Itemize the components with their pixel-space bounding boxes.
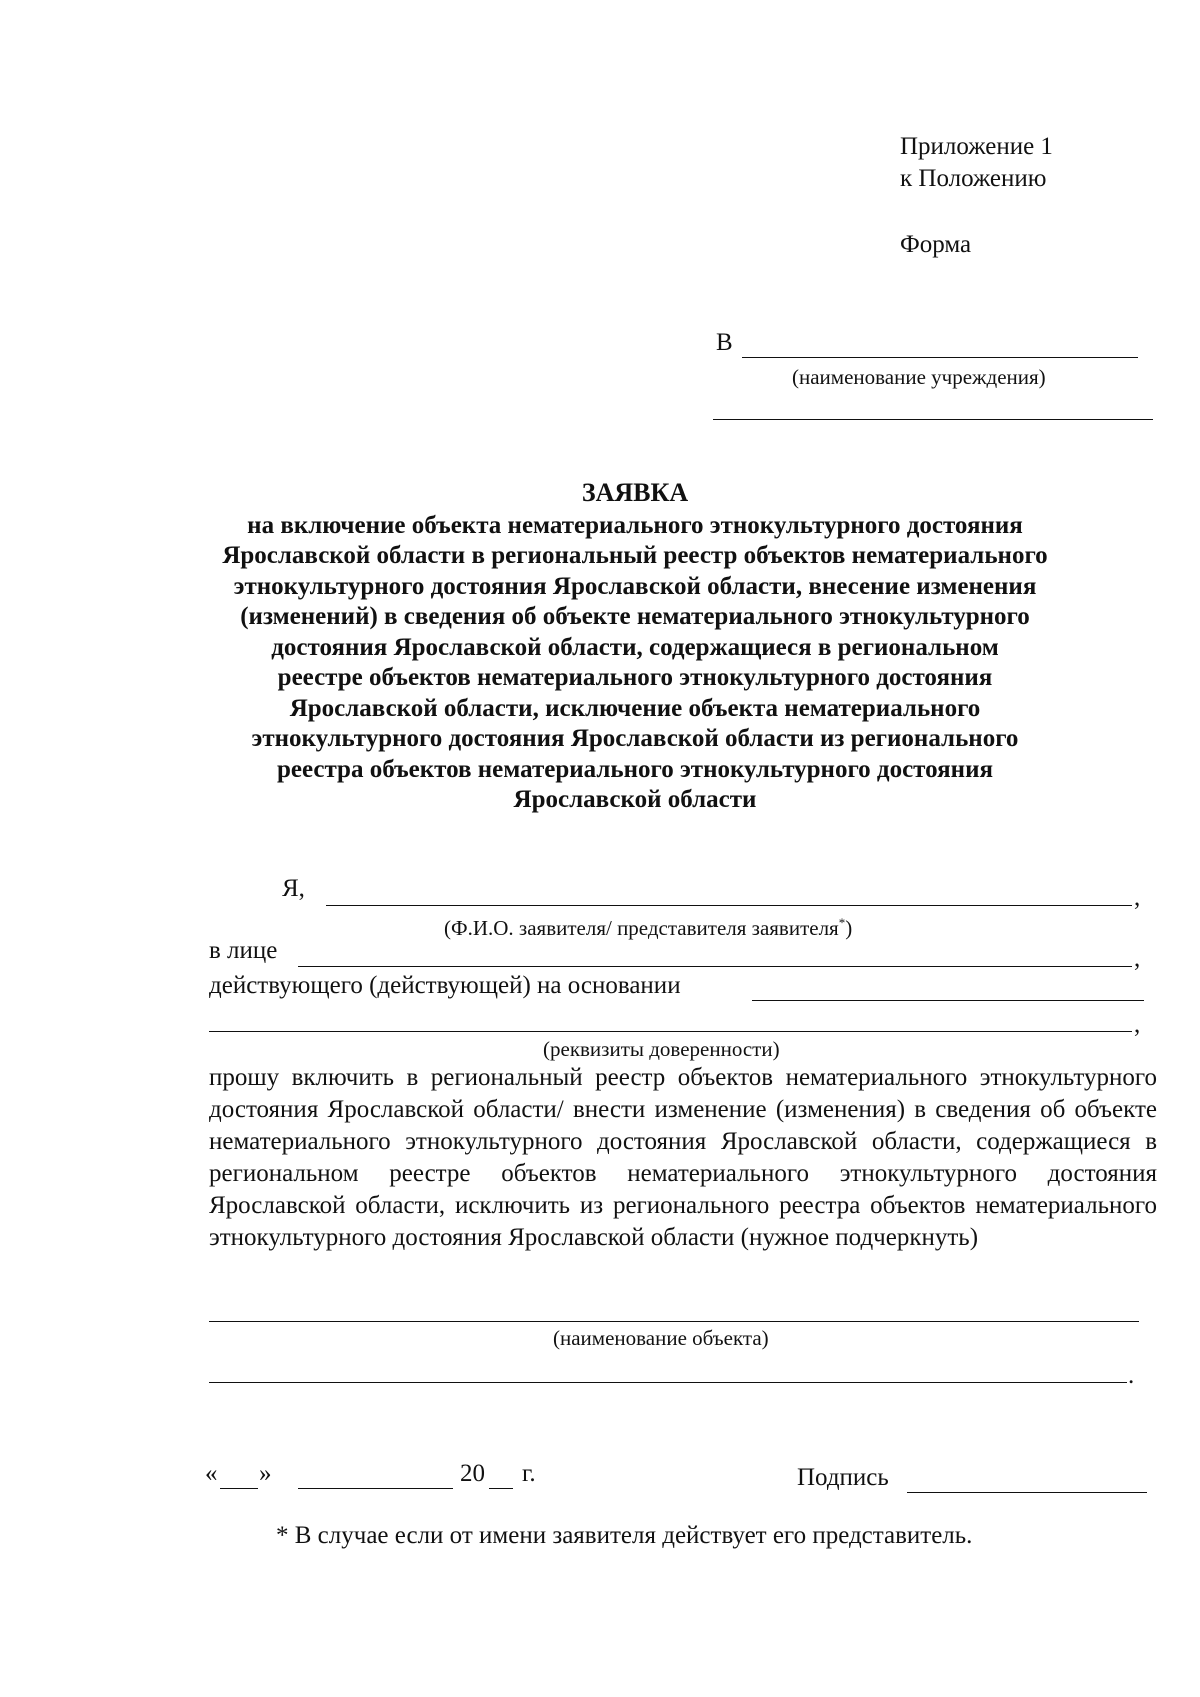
fio-caption-text: (Ф.И.О. заявителя/ представителя заявителя	[444, 916, 839, 940]
title-line: Ярославской области	[513, 786, 757, 813]
title-line: (изменений) в сведения об объекте нематериального этнокультурного	[240, 603, 1030, 630]
fio-caption-mark: *	[838, 915, 846, 930]
date-quote-open: «	[205, 1460, 218, 1487]
applicant-fio-field[interactable]	[326, 905, 1132, 906]
title-line: этнокультурного достояния Ярославской области из регионального	[251, 725, 1019, 752]
signature-field[interactable]	[907, 1492, 1147, 1493]
title-line: реестре объектов нематериального этнокультурного достояния	[277, 664, 993, 691]
document-title	[200, 478, 1070, 816]
recipient-caption: (наименование учреждения)	[792, 365, 1046, 389]
in-person-label: в лице	[209, 937, 278, 964]
fio-caption-end: )	[845, 916, 853, 940]
regulation-label: к Положению	[900, 165, 1047, 192]
acting-basis-field[interactable]	[752, 1000, 1144, 1001]
power-comma: ,	[1134, 1011, 1141, 1038]
date-year-suffix: г.	[522, 1460, 536, 1487]
fio-caption	[444, 910, 852, 941]
title-line: на включение объекта нематериального этнокультурного достояния	[247, 511, 1023, 539]
title-line: Ярославской области в региональный реестр объектов нематериального	[222, 542, 1048, 569]
title-line: Ярославской области, исключение объекта нематериального	[289, 694, 981, 722]
applicant-i-label: Я,	[282, 875, 305, 902]
footnote: * В случае если от имени заявителя действует его представитель.	[276, 1522, 973, 1549]
recipient-extra-field[interactable]	[713, 419, 1153, 420]
date-year-prefix: 20	[460, 1460, 485, 1487]
acting-label: действующего (действующей) на основании	[209, 972, 681, 999]
title-line: реестра объектов нематериального этнокультурного достояния	[276, 755, 994, 783]
title-line: этнокультурного достояния Ярославской области, внесение изменения	[233, 572, 1037, 600]
object-caption: (наименование объекта)	[553, 1326, 769, 1350]
date-year-field[interactable]	[489, 1488, 513, 1489]
fio-comma: ,	[1134, 884, 1141, 911]
recipient-institution-field[interactable]	[742, 357, 1138, 358]
object-name-field[interactable]	[209, 1321, 1139, 1322]
title-line: достояния Ярославской области, содержащиеся в региональном	[271, 633, 999, 661]
power-caption: (реквизиты доверенности)	[543, 1037, 780, 1061]
request-text: прошу включить в региональный реестр объектов нематериального этнокультурного достояния Ярославской области/ внести изменение (изменения) в сведения об объекте нематериального этнокультурного достояния Ярославской области, содержащиеся в региональном реестре объектов нематериального этнокультурного достояния Ярославской области, исключить из регионального реестра объектов нематериального этнокультурного достояния Ярославской области (нужное подчеркнуть)	[209, 1064, 1157, 1251]
power-of-attorney-field[interactable]	[209, 1031, 1132, 1032]
signature-label: Подпись	[797, 1464, 889, 1491]
form-label: Форма	[900, 231, 972, 258]
object-period: .	[1128, 1362, 1135, 1389]
title-main: ЗАЯВКА	[581, 478, 689, 507]
object-name-field-2[interactable]	[209, 1382, 1127, 1383]
in-person-field[interactable]	[298, 966, 1132, 967]
date-day-field[interactable]	[220, 1488, 258, 1489]
recipient-prefix: В	[716, 329, 733, 356]
date-month-field[interactable]	[298, 1488, 453, 1489]
in-person-comma: ,	[1134, 945, 1141, 972]
appendix-label: Приложение 1	[900, 133, 1053, 160]
date-quote-close: »	[259, 1460, 272, 1487]
